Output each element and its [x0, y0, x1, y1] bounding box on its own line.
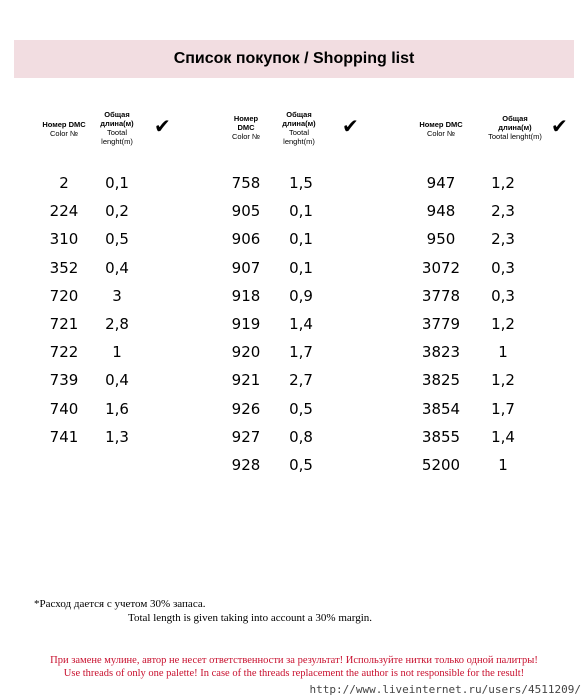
title-bar — [14, 40, 574, 78]
warning-en: Use threads of only one palette! In case of the threads replacement the author is not responsible for the result! — [63, 668, 525, 679]
length-header: Общая длина(м) Tootal lenght(m) — [100, 110, 134, 146]
dmc-number-header: Номер DMC Color № — [231, 114, 261, 141]
dmc-number-header: Номер DMC Color № — [42, 120, 86, 138]
margin-note-ru: *Расход дается с учетом 30% запаса. — [34, 598, 206, 610]
warning-ru: При замене мулине, автор не несет ответственности за результат! Используйте нитки только одной палитры! — [50, 655, 538, 666]
margin-note-en: Total length is given taking into account a 30% margin. — [128, 612, 373, 624]
source-url: http://www.liveinternet.ru/users/4511209/ — [309, 683, 581, 696]
checkmark-icon: ✔ — [154, 114, 171, 138]
dmc-number-header: Номер DMC Color № — [419, 120, 463, 138]
length-header: Общая длина(м) Tootal lenght(m) — [488, 114, 542, 141]
length-header: Общая длина(м) Tootal lenght(m) — [282, 110, 316, 146]
page-title: Список покупок / Shopping list — [173, 50, 415, 67]
checkmark-icon: ✔ — [342, 114, 359, 138]
checkmark-icon: ✔ — [551, 114, 568, 138]
